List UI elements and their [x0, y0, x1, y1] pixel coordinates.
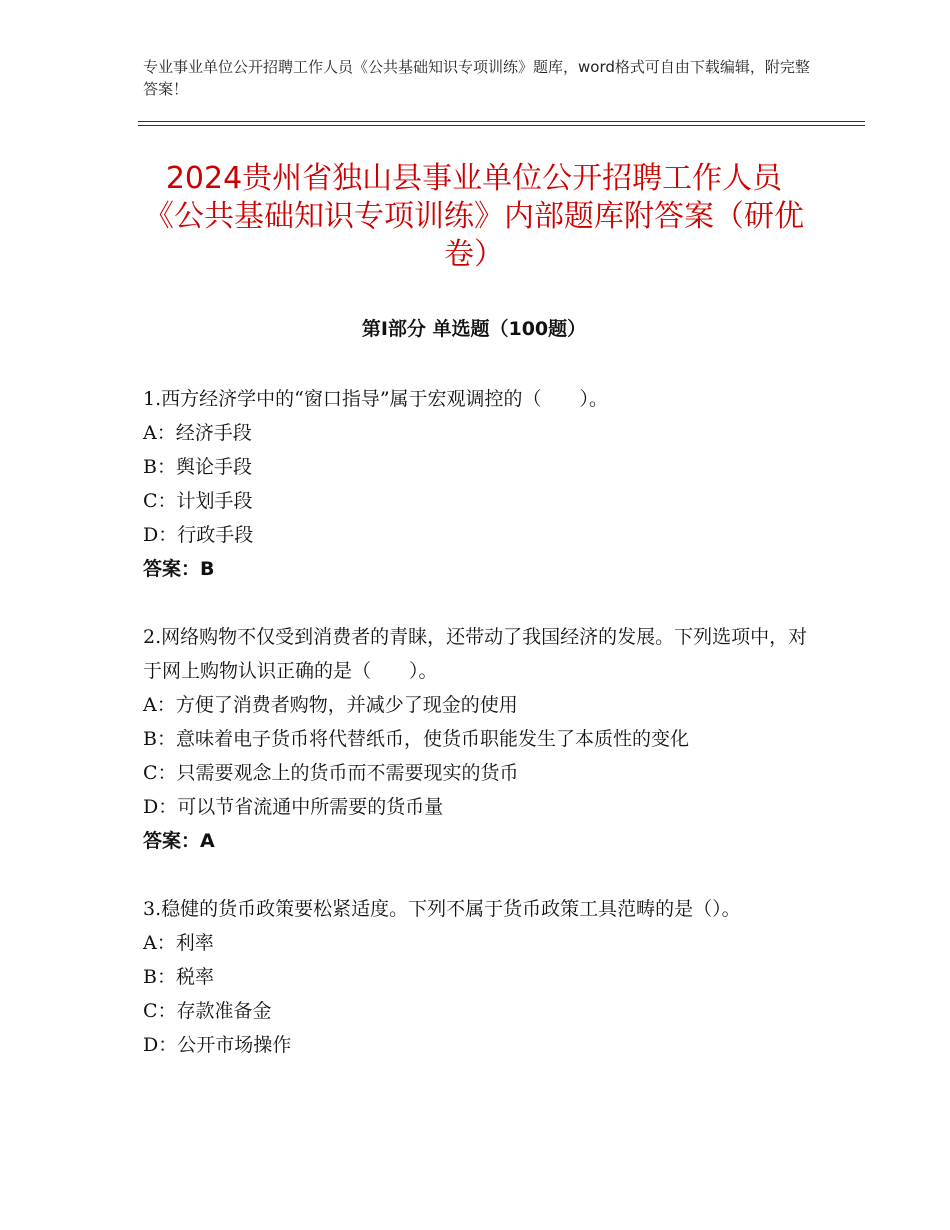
option-c: C：计划手段 — [143, 490, 253, 512]
option-c: C：只需要观念上的货币而不需要现实的货币 — [143, 762, 519, 784]
question-2 — [143, 620, 808, 858]
option-b: B：税率 — [143, 966, 214, 988]
question-list — [143, 382, 808, 1096]
answer-label: 答案：B — [143, 558, 215, 580]
question-stem: 1.西方经济学中的“窗口指导”属于宏观调控的（ ）。 — [143, 388, 609, 410]
header-divider-secondary — [138, 125, 865, 126]
option-c: C：存款准备金 — [143, 1000, 272, 1022]
option-d: D：行政手段 — [143, 524, 254, 546]
option-d: D：可以节省流通中所需要的货币量 — [143, 796, 444, 818]
question-1 — [143, 382, 808, 586]
option-a: A：方便了消费者购物，并减少了现金的使用 — [143, 694, 518, 716]
option-b: B：意味着电子货币将代替纸币，使货币职能发生了本质性的变化 — [143, 728, 689, 750]
option-a: A：利率 — [143, 932, 214, 954]
answer-label: 答案：A — [143, 830, 215, 852]
header-divider — [138, 121, 865, 122]
header-note: 专业事业单位公开招聘工作人员《公共基础知识专项训练》题库，word格式可自由下载编辑，附完整答案！ — [143, 58, 810, 98]
document-title: 2024贵州省独山县事业单位公开招聘工作人员《公共基础知识专项训练》内部题库附答案（研优卷） — [144, 161, 804, 272]
question-3 — [143, 892, 808, 1062]
option-a: A：经济手段 — [143, 422, 252, 444]
question-stem: 2.网络购物不仅受到消费者的青睐，还带动了我国经济的发展。下列选项中，对于网上购物认识正确的是（ ）。 — [143, 626, 808, 682]
option-b: B：舆论手段 — [143, 456, 252, 478]
section-title: 第Ⅰ部分 单选题（100题） — [361, 318, 587, 340]
option-d: D：公开市场操作 — [143, 1034, 292, 1056]
question-stem: 3.稳健的货币政策要松紧适度。下列不属于货币政策工具范畴的是（）。 — [143, 898, 741, 920]
